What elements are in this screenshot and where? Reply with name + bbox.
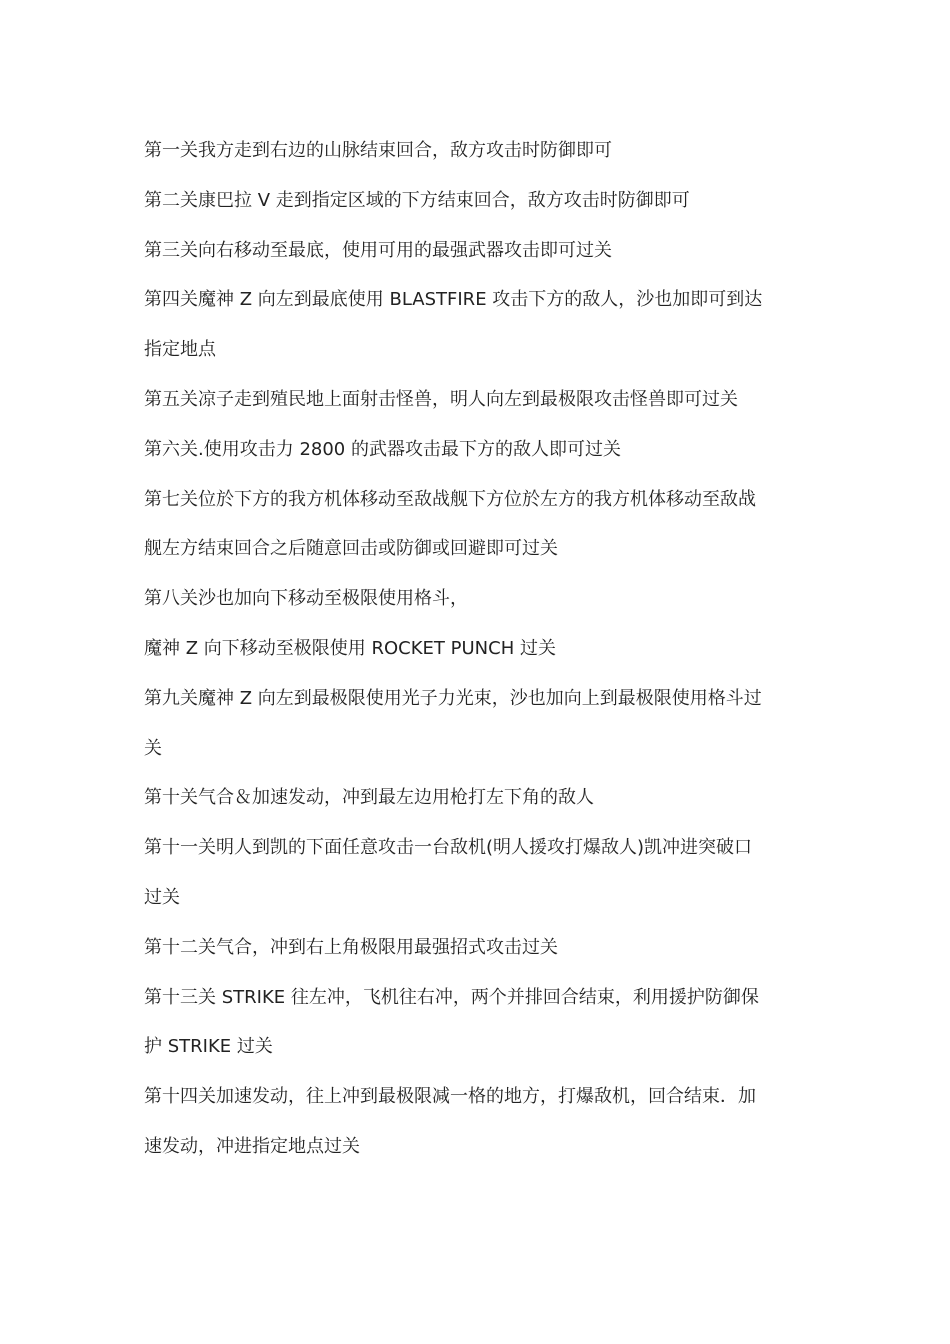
text-line: 魔神 Z 向下移动至极限使用 ROCKET PUNCH 过关 <box>144 637 556 659</box>
text-line: 过关 <box>144 886 180 908</box>
text-line: 第五关凉子走到殖民地上面射击怪兽，明人向左到最极限攻击怪兽即可过关 <box>144 388 738 410</box>
text-line: 第十四关加速发动，往上冲到最极限减一格的地方，打爆敌机，回合结束．加 <box>144 1086 756 1108</box>
text-line: 第三关向右移动至最底，使用可用的最强武器攻击即可过关 <box>144 239 612 261</box>
text-line: 第十三关 STRIKE 往左冲，飞机往右冲，两个并排回合结束，利用援护防御保 <box>144 986 759 1008</box>
text-line: 速发动，冲进指定地点过关 <box>144 1135 360 1157</box>
text-line: 关 <box>144 737 162 759</box>
text-line: 第八关沙也加向下移动至极限使用格斗， <box>144 588 468 610</box>
text-line: 第十二关气合，冲到右上角极限用最强招式攻击过关 <box>144 936 558 958</box>
text-line: 第四关魔神 Z 向左到最底使用 BLASTFIRE 攻击下方的敌人，沙也加即可到达 <box>144 289 763 311</box>
text-line: 第十一关明人到凯的下面任意攻击一台敌机(明人援攻打爆敌人)凯冲进突破口 <box>144 837 753 859</box>
text-line: 护 STRIKE 过关 <box>144 1036 273 1058</box>
text-line: 第九关魔神 Z 向左到最极限使用光子力光束，沙也加向上到最极限使用格斗过 <box>144 687 762 709</box>
text-line: 第十关气合＆加速发动，冲到最左边用枪打左下角的敌人 <box>144 787 594 809</box>
text-line: 第二关康巴拉 V 走到指定区域的下方结束回合，敌方攻击时防御即可 <box>144 189 690 211</box>
text-line: 第七关位於下方的我方机体移动至敌战舰下方位於左方的我方机体移动至敌战 <box>144 488 756 510</box>
text-line: 指定地点 <box>144 339 216 361</box>
text-line: 舰左方结束回合之后随意回击或防御或回避即可过关 <box>144 538 558 560</box>
document-body <box>144 126 810 1172</box>
text-line: 第一关我方走到右边的山脉结束回合，敌方攻击时防御即可 <box>144 140 612 161</box>
text-line: 第六关.使用攻击力 2800 的武器攻击最下方的敌人即可过关 <box>144 438 621 460</box>
